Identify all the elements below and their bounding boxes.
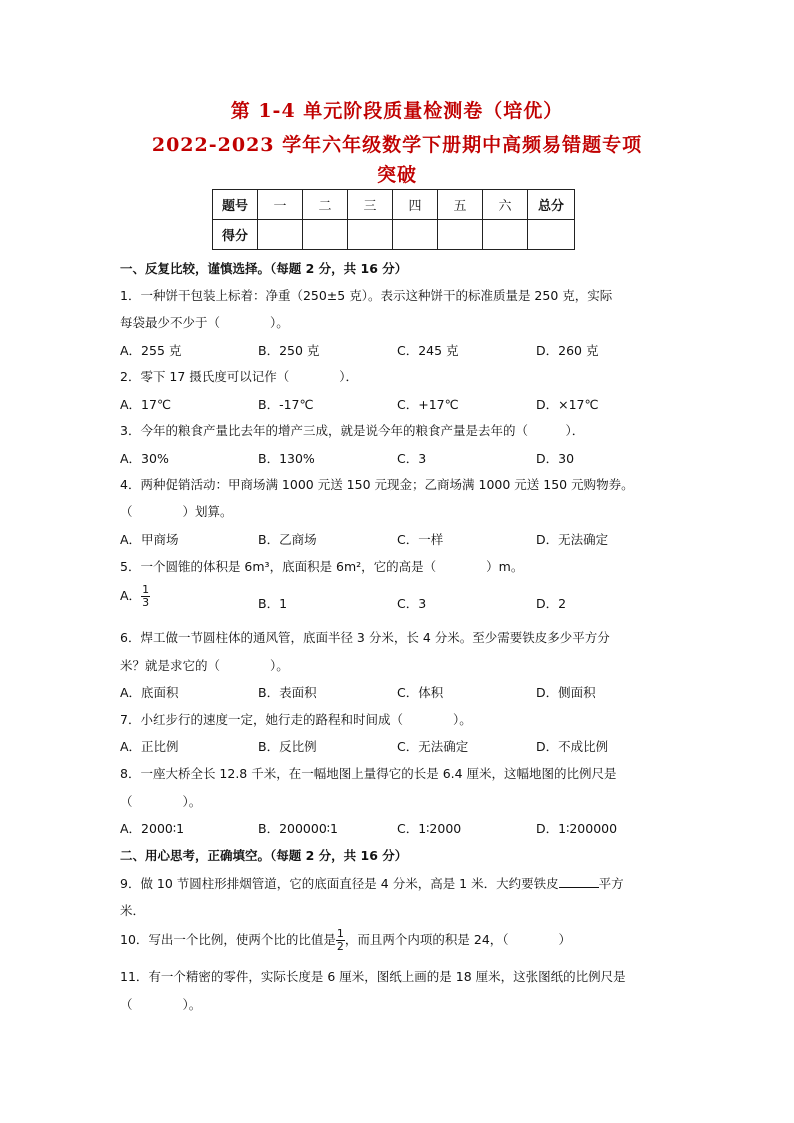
q10-text bbox=[120, 928, 571, 953]
q4-option-d: D．无法确定 bbox=[536, 532, 609, 547]
q1-text-line-1: 1．一种饼干包装上标着：净重（250±5 克）。表示这种饼干的标准质量是 250 克，实际 bbox=[120, 288, 613, 303]
score-cell[interactable] bbox=[483, 220, 528, 250]
q4-option-a: A．甲商场 bbox=[120, 532, 179, 547]
q8-text-line-2: （ ）。 bbox=[120, 794, 202, 809]
score-cell[interactable] bbox=[258, 220, 303, 250]
q4-text-line-1: 4．两种促销活动：甲商场满 1000 元送 150 元现金；乙商场满 1000 元送 150 元购物券。 bbox=[120, 477, 634, 492]
q5-option-d: D．2 bbox=[536, 596, 567, 611]
q5-option-c: C．3 bbox=[397, 596, 427, 611]
q3-option-b: B．130% bbox=[258, 451, 315, 466]
q4-text-line-2: （ ）划算。 bbox=[120, 504, 233, 519]
section-1-heading: 一、反复比较，谨慎选择。（每题 2 分，共 16 分） bbox=[120, 261, 408, 276]
score-table-score-row bbox=[213, 220, 575, 250]
q4-option-b: B．乙商场 bbox=[258, 532, 317, 547]
q1-text-line-2: 每袋最少不少于（ ）。 bbox=[120, 315, 289, 330]
q11-text-line-1: 11．有一个精密的零件，实际长度是 6 厘米，图纸上画的是 18 厘米，这张图纸的比例尺是 bbox=[120, 969, 626, 984]
q1-option-b: B．250 克 bbox=[258, 343, 320, 358]
score-header-cell: 总分 bbox=[528, 190, 575, 220]
fraction-denominator: 2 bbox=[336, 940, 344, 953]
q8-text-line-1: 8．一座大桥全长 12.8 千米，在一幅地图上量得它的长是 6.4 厘米，这幅地图的比例尺是 bbox=[120, 766, 617, 781]
q9-text-after-blank: 平方 bbox=[598, 876, 624, 891]
score-cell[interactable] bbox=[303, 220, 348, 250]
fraction-numerator: 1 bbox=[142, 583, 150, 596]
q6-option-a: A．底面积 bbox=[120, 685, 179, 700]
score-table bbox=[212, 189, 575, 250]
fraction-one-half bbox=[336, 928, 345, 953]
score-header-cell: 二 bbox=[303, 190, 348, 220]
q2-option-b: B．-17℃ bbox=[258, 397, 314, 412]
q3-option-d: D．30 bbox=[536, 451, 575, 466]
q8-option-a: A．2000∶1 bbox=[120, 821, 185, 836]
q7-option-a: A．正比例 bbox=[120, 739, 179, 754]
q2-text: 2．零下 17 摄氏度可以记作（ ）． bbox=[120, 369, 359, 384]
q3-text: 3．今年的粮食产量比去年的增产三成，就是说今年的粮食产量是去年的（ ）． bbox=[120, 423, 585, 438]
score-row-label: 得分 bbox=[213, 220, 258, 250]
q6-text-line-2: 米？就是求它的（ ）。 bbox=[120, 658, 289, 673]
q6-option-b: B．表面积 bbox=[258, 685, 317, 700]
score-cell[interactable] bbox=[348, 220, 393, 250]
q8-option-c: C．1∶2000 bbox=[397, 821, 462, 836]
q1-option-d: D．260 克 bbox=[536, 343, 599, 358]
q5-option-a bbox=[120, 584, 150, 609]
fraction-numerator: 1 bbox=[336, 927, 344, 940]
q10-text-before: 10．写出一个比例，使两个比的比值是 bbox=[120, 932, 336, 947]
score-header-cell: 三 bbox=[348, 190, 393, 220]
q9-text-line-2: 米． bbox=[120, 903, 146, 918]
q7-option-b: B．反比例 bbox=[258, 739, 317, 754]
q11-text-line-2: （ ）。 bbox=[120, 997, 202, 1012]
q2-option-c: C．+17℃ bbox=[397, 397, 459, 412]
q3-option-a: A．30% bbox=[120, 451, 169, 466]
score-cell[interactable] bbox=[438, 220, 483, 250]
q7-option-c: C．无法确定 bbox=[397, 739, 469, 754]
q6-text-line-1: 6．焊工做一节圆柱体的通风管，底面半径 3 分米，长 4 分米。至少需要铁皮多少平方分 bbox=[120, 630, 610, 645]
q8-option-d: D．1∶200000 bbox=[536, 821, 618, 836]
q9-text-line-1 bbox=[120, 874, 624, 892]
q1-option-a: A．255 克 bbox=[120, 343, 182, 358]
score-cell[interactable] bbox=[528, 220, 575, 250]
q10-text-after: ，而且两个内项的积是 24，（ ） bbox=[344, 932, 572, 947]
q9-answer-blank[interactable] bbox=[559, 876, 599, 888]
fraction-one-third bbox=[141, 584, 150, 609]
q9-text-before-blank: 9．做 10 节圆柱形排烟管道，它的底面直径是 4 分米，高是 1 米．大约要铁皮 bbox=[120, 876, 559, 891]
title-line-3: 突破 bbox=[376, 164, 417, 186]
q5-option-a-label: A． bbox=[120, 588, 142, 603]
q7-option-d: D．不成比例 bbox=[536, 739, 609, 754]
q3-option-c: C．3 bbox=[397, 451, 427, 466]
q1-option-c: C．245 克 bbox=[397, 343, 459, 358]
q7-text: 7．小红步行的速度一定，她行走的路程和时间成（ ）。 bbox=[120, 712, 472, 727]
score-header-cell: 五 bbox=[438, 190, 483, 220]
score-cell[interactable] bbox=[393, 220, 438, 250]
section-2-heading: 二、用心思考，正确填空。（每题 2 分，共 16 分） bbox=[120, 848, 408, 863]
fraction-denominator: 3 bbox=[142, 596, 150, 609]
score-header-cell: 题号 bbox=[213, 190, 258, 220]
q5-text: 5．一个圆锥的体积是 6m³，底面积是 6m²，它的高是（ ）m。 bbox=[120, 559, 524, 574]
score-header-cell: 一 bbox=[258, 190, 303, 220]
score-table-header-row bbox=[213, 190, 575, 220]
q6-option-c: C．体积 bbox=[397, 685, 444, 700]
q8-option-b: B．200000∶1 bbox=[258, 821, 338, 836]
q5-option-b: B．1 bbox=[258, 596, 288, 611]
score-header-cell: 六 bbox=[483, 190, 528, 220]
q4-option-c: C．一样 bbox=[397, 532, 444, 547]
title-line-2: 2022-2023 学年六年级数学下册期中高频易错题专项 bbox=[151, 134, 643, 156]
q2-option-a: A．17℃ bbox=[120, 397, 171, 412]
title-line-1: 第 1-4 单元阶段质量检测卷（培优） bbox=[230, 100, 564, 122]
score-header-cell: 四 bbox=[393, 190, 438, 220]
q2-option-d: D．×17℃ bbox=[536, 397, 599, 412]
q6-option-d: D．侧面积 bbox=[536, 685, 596, 700]
